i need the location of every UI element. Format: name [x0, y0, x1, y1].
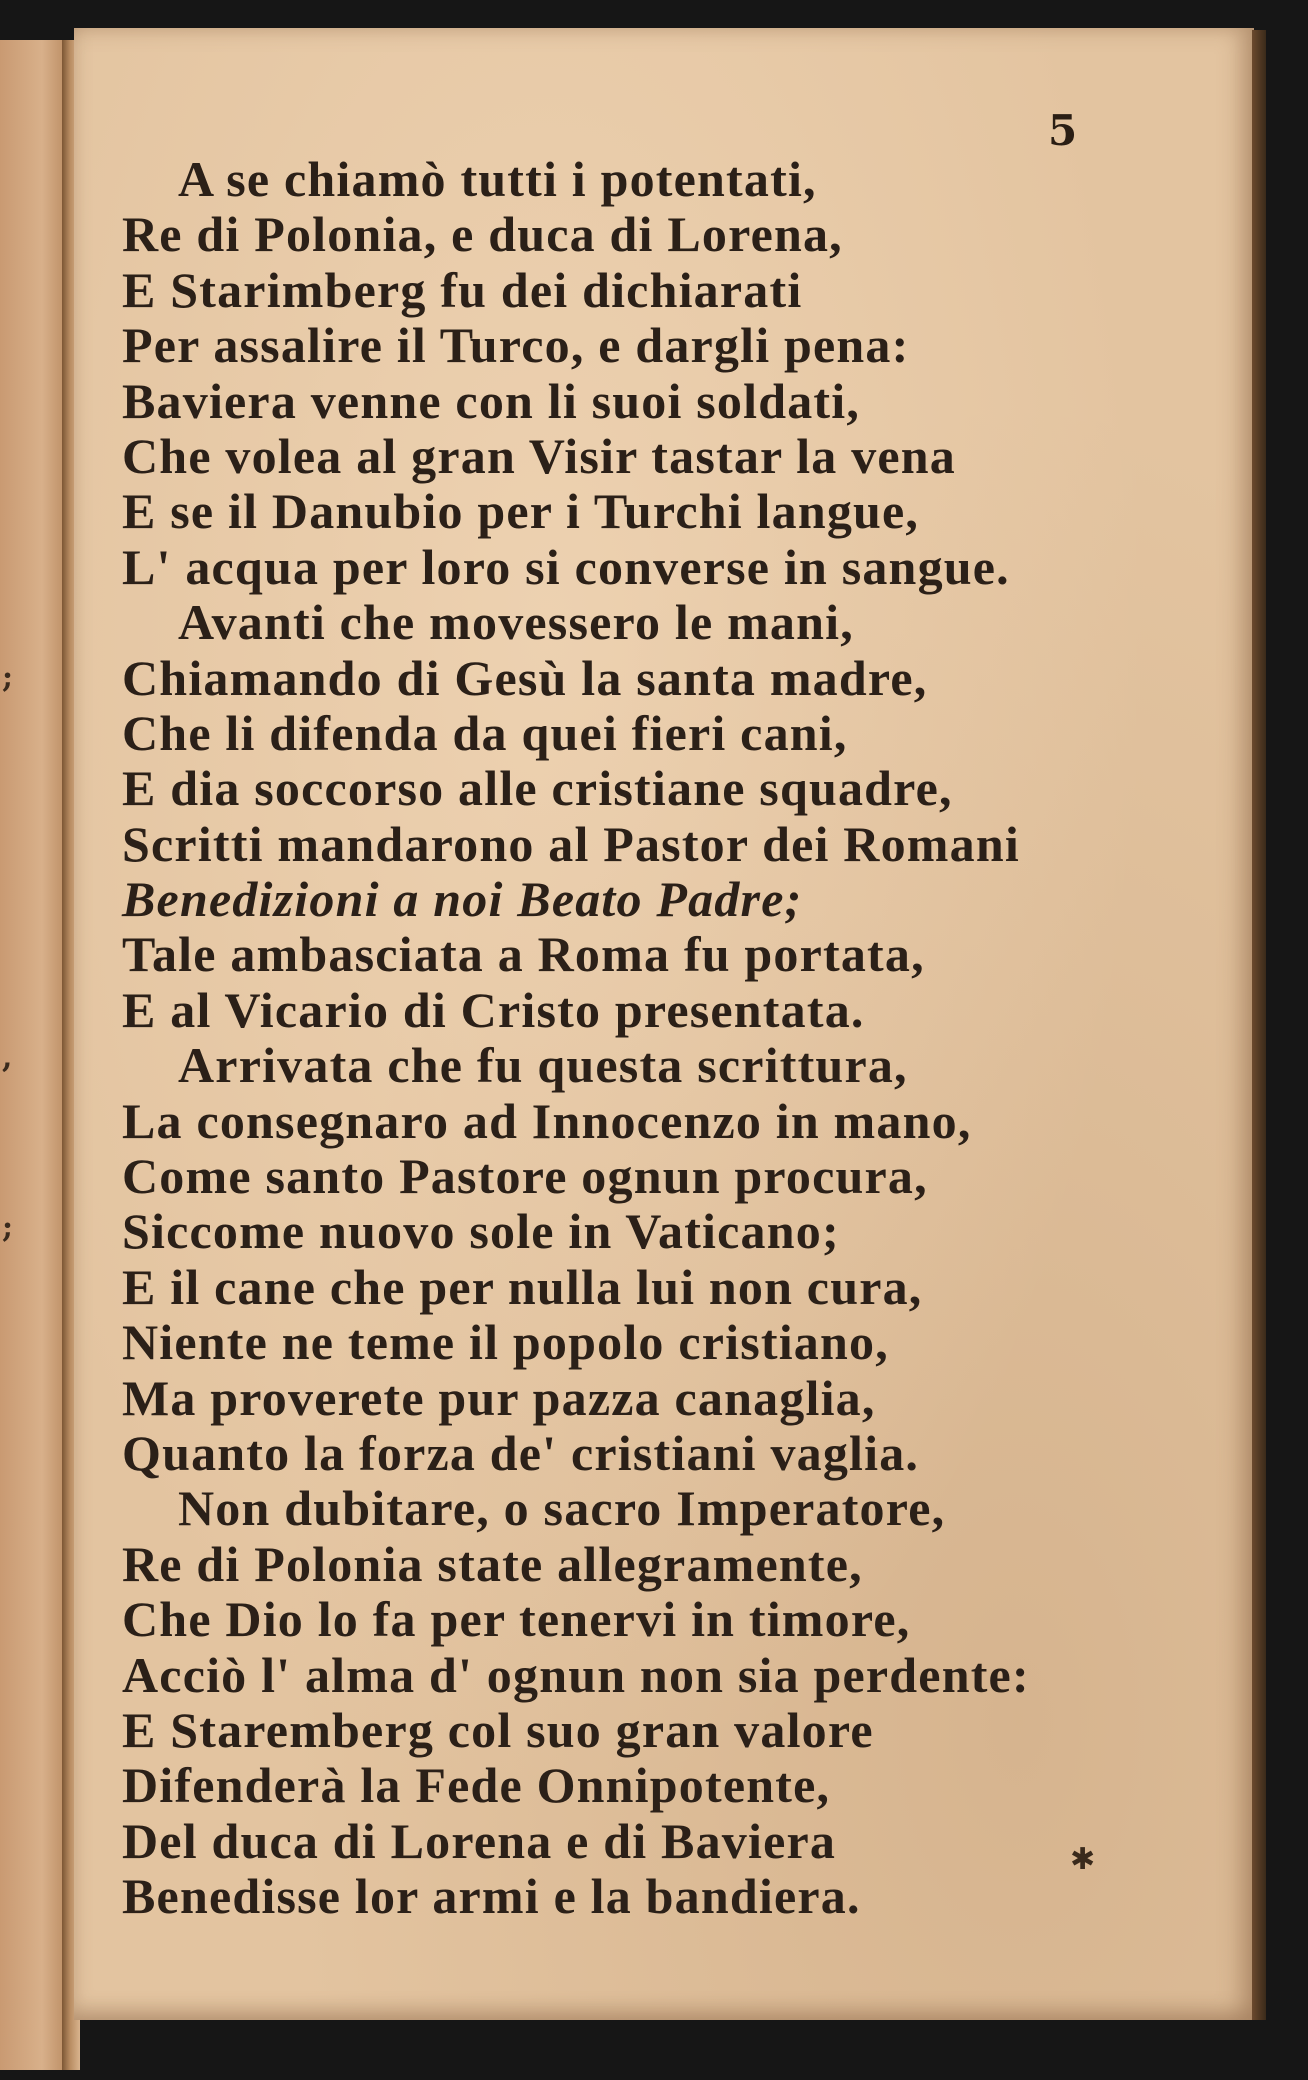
- verse-line: Acciò l' alma d' ognun non sia perdente:: [122, 1646, 1030, 1703]
- verse-line: La consegnaro ad Innocenzo in mano,: [122, 1092, 972, 1149]
- verse-line: E Staremberg col suo gran valore: [122, 1701, 874, 1758]
- verse-line: Che li difenda da quei fieri cani,: [122, 704, 848, 761]
- verse-line: Niente ne teme il popolo cristiano,: [122, 1314, 889, 1371]
- verse-line: E dia soccorso alle cristiane squadre,: [122, 760, 953, 817]
- verse-line: Arrivata che fu questa scrittura,: [178, 1037, 908, 1094]
- verse-line: A se chiamò tutti i potentati,: [178, 151, 817, 207]
- page-number: 5: [1048, 106, 1078, 155]
- verse-line: Del duca di Lorena e di Baviera: [122, 1812, 837, 1869]
- verse-line: E al Vicario di Cristo presentata.: [122, 981, 865, 1038]
- left-page-mark: ,: [2, 1040, 13, 1075]
- verse-line: Tale ambasciata a Roma fu portata,: [122, 926, 925, 983]
- verse-line: Ma proverete pur pazza canaglia,: [122, 1369, 876, 1426]
- left-page-mark: ;: [2, 1210, 14, 1245]
- poem-text: [122, 152, 1132, 1925]
- verse-line: E il cane che per nulla lui non cura,: [122, 1258, 923, 1315]
- verse-line: Per assalire il Turco, e dargli pena:: [122, 317, 910, 374]
- verse-line: Avanti che movessero le mani,: [178, 594, 854, 651]
- verse-line: E Starimberg fu dei dichiarati: [122, 261, 803, 318]
- left-page-mark: ;: [2, 660, 14, 695]
- verse-line: Non dubitare, o sacro Imperatore,: [178, 1480, 946, 1537]
- verse-line: Chiamando di Gesù la santa madre,: [122, 649, 928, 706]
- verse-line: E se il Danubio per i Turchi langue,: [122, 483, 920, 540]
- verse-line: Siccome nuovo sole in Vaticano;: [122, 1203, 840, 1260]
- page-edge-shadow: [1252, 30, 1266, 2020]
- ornament-asterisk: ✱: [1070, 1842, 1096, 1877]
- verse-line: Benedizioni a noi Beato Padre;: [122, 871, 803, 928]
- verse-line: Quanto la forza de' cristiani vaglia.: [122, 1424, 920, 1481]
- verse-line: Come santo Pastore ognun procura,: [122, 1148, 928, 1205]
- verse-line: Re di Polonia, e duca di Lorena,: [122, 206, 843, 263]
- verse-line: Benedisse lor armi e la bandiera.: [122, 1868, 861, 1925]
- verse-line: Che Dio lo fa per tenervi in timore,: [122, 1591, 911, 1648]
- verse-line: Scritti mandarono al Pastor dei Romani: [122, 815, 1020, 872]
- verse-line: Re di Polonia state allegramente,: [122, 1535, 863, 1592]
- left-page-edge: [0, 40, 70, 2070]
- verse-line: Baviera venne con li suoi soldati,: [122, 372, 861, 429]
- verse-line: L' acqua per loro si converse in sangue.: [122, 538, 1010, 595]
- verse-line: Che volea al gran Visir tastar la vena: [122, 427, 957, 484]
- verse-line: Difenderà la Fede Onnipotente,: [122, 1757, 831, 1814]
